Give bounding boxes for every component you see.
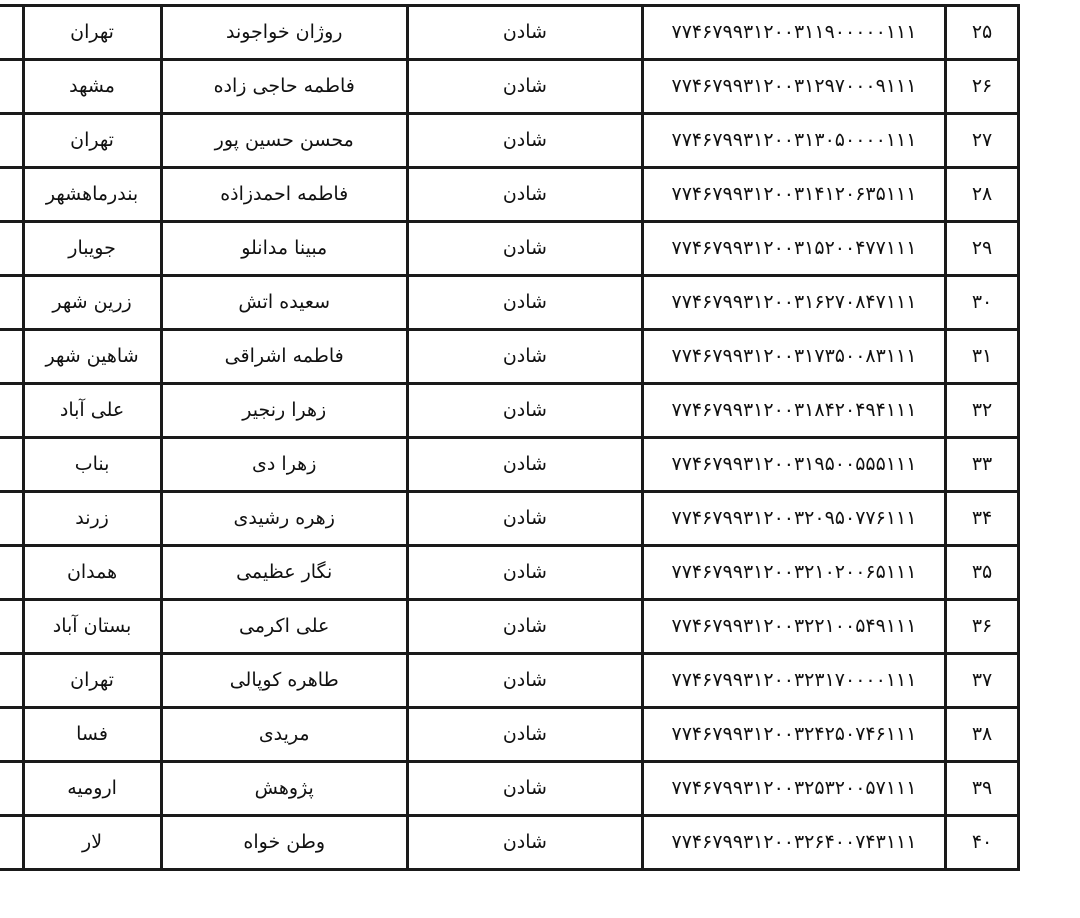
row-city: بندرماهشهر (23, 168, 161, 222)
row-index: ۲۹ (946, 222, 1019, 276)
row-city: ارومیه (23, 762, 161, 816)
row-city: جویبار (23, 222, 161, 276)
row-index: ۴۰ (946, 816, 1019, 870)
table-row (0, 168, 1019, 222)
row-name: فاطمه اشراقی (161, 330, 407, 384)
row-score (0, 762, 23, 816)
row-score (0, 654, 23, 708)
row-organization: شادن (407, 276, 642, 330)
row-organization: شادن (407, 114, 642, 168)
row-name: محسن حسین پور (161, 114, 407, 168)
row-name: وطن خواه (161, 816, 407, 870)
row-index: ۲۷ (946, 114, 1019, 168)
row-index: ۳۲ (946, 384, 1019, 438)
row-code: ۷۷۴۶۷۹۹۳۱۲۰۰۳۲۲۱۰۰۵۴۹۱۱۱ (642, 600, 945, 654)
row-code: ۷۷۴۶۷۹۹۳۱۲۰۰۳۲۵۳۲۰۰۵۷۱۱۱ (642, 762, 945, 816)
row-organization: شادن (407, 816, 642, 870)
row-code: ۷۷۴۶۷۹۹۳۱۲۰۰۳۱۶۲۷۰۸۴۷۱۱۱ (642, 276, 945, 330)
table-row (0, 384, 1019, 438)
row-name: روژان خواجوند (161, 6, 407, 60)
row-organization: شادن (407, 60, 642, 114)
row-index: ۳۵ (946, 546, 1019, 600)
row-score (0, 816, 23, 870)
row-organization: شادن (407, 168, 642, 222)
table-row (0, 600, 1019, 654)
row-organization: شادن (407, 6, 642, 60)
row-index: ۳۹ (946, 762, 1019, 816)
table-row (0, 222, 1019, 276)
row-score (0, 492, 23, 546)
records-table-body (0, 6, 1019, 870)
row-score (0, 438, 23, 492)
row-name: طاهره کوپالی (161, 654, 407, 708)
row-city: تهران (23, 114, 161, 168)
row-city: شاهین شهر (23, 330, 161, 384)
row-index: ۳۳ (946, 438, 1019, 492)
row-score (0, 114, 23, 168)
row-score (0, 546, 23, 600)
row-name: نگار عظیمی (161, 546, 407, 600)
row-name: زهرا رنجیر (161, 384, 407, 438)
row-index: ۳۶ (946, 600, 1019, 654)
row-index: ۳۸ (946, 708, 1019, 762)
row-code: ۷۷۴۶۷۹۹۳۱۲۰۰۳۱۱۹۰۰۰۰۰۱۱۱ (642, 6, 945, 60)
row-code: ۷۷۴۶۷۹۹۳۱۲۰۰۳۱۳۰۵۰۰۰۰۱۱۱ (642, 114, 945, 168)
row-index: ۲۶ (946, 60, 1019, 114)
row-city: بناب (23, 438, 161, 492)
row-organization: شادن (407, 654, 642, 708)
row-organization: شادن (407, 438, 642, 492)
table-row (0, 6, 1019, 60)
table-row (0, 708, 1019, 762)
row-city: فسا (23, 708, 161, 762)
row-city: زرند (23, 492, 161, 546)
row-score (0, 6, 23, 60)
table-row (0, 438, 1019, 492)
row-city: تهران (23, 6, 161, 60)
row-index: ۳۰ (946, 276, 1019, 330)
row-index: ۳۴ (946, 492, 1019, 546)
row-score (0, 60, 23, 114)
row-code: ۷۷۴۶۷۹۹۳۱۲۰۰۳۱۲۹۷۰۰۰۹۱۱۱ (642, 60, 945, 114)
row-name: فاطمه حاجی زاده (161, 60, 407, 114)
row-code: ۷۷۴۶۷۹۹۳۱۲۰۰۳۱۸۴۲۰۴۹۴۱۱۱ (642, 384, 945, 438)
row-name: فاطمه احمدزاذه (161, 168, 407, 222)
row-city: مشهد (23, 60, 161, 114)
row-organization: شادن (407, 222, 642, 276)
row-score (0, 384, 23, 438)
row-index: ۲۵ (946, 6, 1019, 60)
row-organization: شادن (407, 600, 642, 654)
row-organization: شادن (407, 492, 642, 546)
row-code: ۷۷۴۶۷۹۹۳۱۲۰۰۳۲۰۹۵۰۷۷۶۱۱۱ (642, 492, 945, 546)
row-score (0, 276, 23, 330)
table-row (0, 654, 1019, 708)
row-code: ۷۷۴۶۷۹۹۳۱۲۰۰۳۱۵۲۰۰۴۷۷۱۱۱ (642, 222, 945, 276)
row-city: تهران (23, 654, 161, 708)
row-name: زهرا دی (161, 438, 407, 492)
row-city: علی آباد (23, 384, 161, 438)
table-row (0, 276, 1019, 330)
row-city: لار (23, 816, 161, 870)
row-organization: شادن (407, 762, 642, 816)
records-table (0, 4, 1020, 871)
row-name: مریدی (161, 708, 407, 762)
row-name: سعیده اتش (161, 276, 407, 330)
row-code: ۷۷۴۶۷۹۹۳۱۲۰۰۳۲۱۰۲۰۰۶۵۱۱۱ (642, 546, 945, 600)
row-code: ۷۷۴۶۷۹۹۳۱۲۰۰۳۲۳۱۷۰۰۰۰۱۱۱ (642, 654, 945, 708)
row-code: ۷۷۴۶۷۹۹۳۱۲۰۰۳۲۴۲۵۰۷۴۶۱۱۱ (642, 708, 945, 762)
row-score (0, 330, 23, 384)
table-row (0, 546, 1019, 600)
row-city: بستان آباد (23, 600, 161, 654)
row-name: مبینا مدانلو (161, 222, 407, 276)
row-city: همدان (23, 546, 161, 600)
table-row (0, 762, 1019, 816)
row-score (0, 708, 23, 762)
row-code: ۷۷۴۶۷۹۹۳۱۲۰۰۳۲۶۴۰۰۷۴۳۱۱۱ (642, 816, 945, 870)
table-row (0, 114, 1019, 168)
row-index: ۳۱ (946, 330, 1019, 384)
table-row (0, 330, 1019, 384)
table-row (0, 816, 1019, 870)
table-row (0, 60, 1019, 114)
row-score (0, 600, 23, 654)
row-organization: شادن (407, 708, 642, 762)
row-score (0, 222, 23, 276)
row-organization: شادن (407, 546, 642, 600)
row-code: ۷۷۴۶۷۹۹۳۱۲۰۰۳۱۹۵۰۰۵۵۵۱۱۱ (642, 438, 945, 492)
row-name: علی اکرمی (161, 600, 407, 654)
row-organization: شادن (407, 384, 642, 438)
row-name: پژوهش (161, 762, 407, 816)
row-score (0, 168, 23, 222)
row-index: ۳۷ (946, 654, 1019, 708)
row-code: ۷۷۴۶۷۹۹۳۱۲۰۰۳۱۷۳۵۰۰۸۳۱۱۱ (642, 330, 945, 384)
table-row (0, 492, 1019, 546)
row-code: ۷۷۴۶۷۹۹۳۱۲۰۰۳۱۴۱۲۰۶۳۵۱۱۱ (642, 168, 945, 222)
row-organization: شادن (407, 330, 642, 384)
row-name: زهره رشیدی (161, 492, 407, 546)
row-index: ۲۸ (946, 168, 1019, 222)
row-city: زرین شهر (23, 276, 161, 330)
